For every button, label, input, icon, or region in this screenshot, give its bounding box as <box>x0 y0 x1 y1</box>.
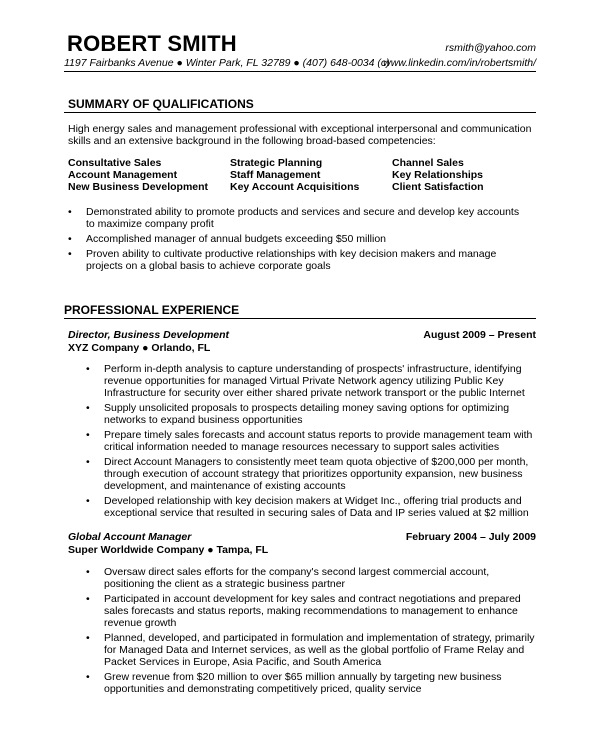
job-dates: August 2009 – Present <box>423 329 536 341</box>
list-item: • Prepare timely sales forecasts and account status reports to provide management team with critical information needed to manage resources necessary to support sales activities <box>86 429 533 453</box>
skill-item: Staff Management <box>230 169 321 181</box>
skill-item: Key Account Acquisitions <box>230 181 360 193</box>
summary-section-title: SUMMARY OF QUALIFICATIONS <box>68 97 254 111</box>
job-dates: February 2004 – July 2009 <box>405 531 536 543</box>
list-item: • Direct Account Managers to consistently meet team quota objective of $200,000 per month, through execution of account strategy that prioritizes opportunity expansion, new business development, and maintenance of existing accounts <box>86 456 529 492</box>
job-title: Director, Business Development <box>68 329 230 341</box>
list-item: • Supply unsolicited proposals to prospects detailing money saving options for optimizing networks to expand business opportunities <box>86 402 510 426</box>
bullet-mark: • <box>68 248 72 260</box>
list-item: • Planned, developed, and participated in formulation and implementation of strategy, primarily for Managed Data and Internet services, as well as the global portfolio of Frame Relay and Packet Services in Europe, Asia Pacific, and South America <box>86 632 535 668</box>
list-item: • Grew revenue from $20 million to over $65 million annually by targeting new business opportunities and demonstrating competitively priced, quality service <box>86 671 502 695</box>
website-link[interactable]: www.linkedin.com/in/robertsmith/ <box>383 57 536 69</box>
bullet-mark: • <box>86 632 90 644</box>
job-company: Super Worldwide Company ● Tampa, FL <box>68 544 269 556</box>
job-1-bullets <box>86 363 538 522</box>
bullet-mark: • <box>68 233 72 245</box>
contact-line <box>64 57 536 72</box>
contact-info: 1197 Fairbanks Avenue ● Winter Park, FL 32789 ● (407) 648-0034 (c) <box>64 57 390 69</box>
skill-item: Consultative Sales <box>68 157 162 169</box>
summary-divider <box>64 112 536 113</box>
experience-divider <box>64 318 536 319</box>
skill-item: Account Management <box>68 169 178 181</box>
list-item: • Oversaw direct sales efforts for the company's second largest commercial account, positioning the client as a strategic business partner <box>86 566 490 590</box>
list-item: • Accomplished manager of annual budgets exceeding $50 million <box>68 233 387 245</box>
list-item: • Developed relationship with key decision makers at Widget Inc., offering trial products and exceptional service that resulted in securing sales of Data and IP series valued at $2 million <box>86 495 529 519</box>
bullet-mark: • <box>86 566 90 578</box>
bullet-mark: • <box>86 456 90 468</box>
list-item: • Proven ability to cultivate productive relationships with key decision makers and manage projects on a global basis to achieve corporate goals <box>68 248 497 272</box>
skills-column-3 <box>392 157 484 193</box>
bullet-mark: • <box>86 429 90 441</box>
bullet-mark: • <box>86 671 90 683</box>
experience-section-title: PROFESSIONAL EXPERIENCE <box>64 303 240 317</box>
skill-item: Channel Sales <box>392 157 464 169</box>
list-item: • Participated in account development for key sales and contract negotiations and prepared sales forecasts and status reports, making recommendations to management to enhance revenue growth <box>86 593 521 629</box>
skills-column-1 <box>68 157 208 193</box>
summary-text: High energy sales and management professional with exceptional interpersonal and communication skills and an extensive background in the following broad-based competencies: <box>68 123 532 147</box>
email-address[interactable]: rsmith@yahoo.com <box>445 42 536 54</box>
bullet-mark: • <box>68 206 72 218</box>
job-title: Global Account Manager <box>68 531 192 543</box>
skills-column-2 <box>230 157 359 193</box>
bullet-mark: • <box>86 593 90 605</box>
skill-item: Client Satisfaction <box>392 181 484 193</box>
list-item: • Perform in-depth analysis to capture understanding of prospects' infrastructure, identifying revenue opportunities for managed Virtual Private Network agency utilizing Public Key Infrastructure for security over either shared private network transport or the public Internet <box>86 363 525 399</box>
skill-item: Strategic Planning <box>230 157 323 169</box>
job-company: XYZ Company ● Orlando, FL <box>68 342 211 354</box>
list-item: • Demonstrated ability to promote products and services and secure and develop key accounts to maximize company profit <box>68 206 520 230</box>
bullet-mark: • <box>86 402 90 414</box>
skill-item: Key Relationships <box>392 169 484 181</box>
candidate-name: ROBERT SMITH <box>67 31 237 56</box>
bullet-mark: • <box>86 363 90 375</box>
bullet-mark: • <box>86 495 90 507</box>
job-2-bullets <box>86 566 538 698</box>
summary-bullets <box>68 206 530 275</box>
skill-item: New Business Development <box>68 181 209 193</box>
